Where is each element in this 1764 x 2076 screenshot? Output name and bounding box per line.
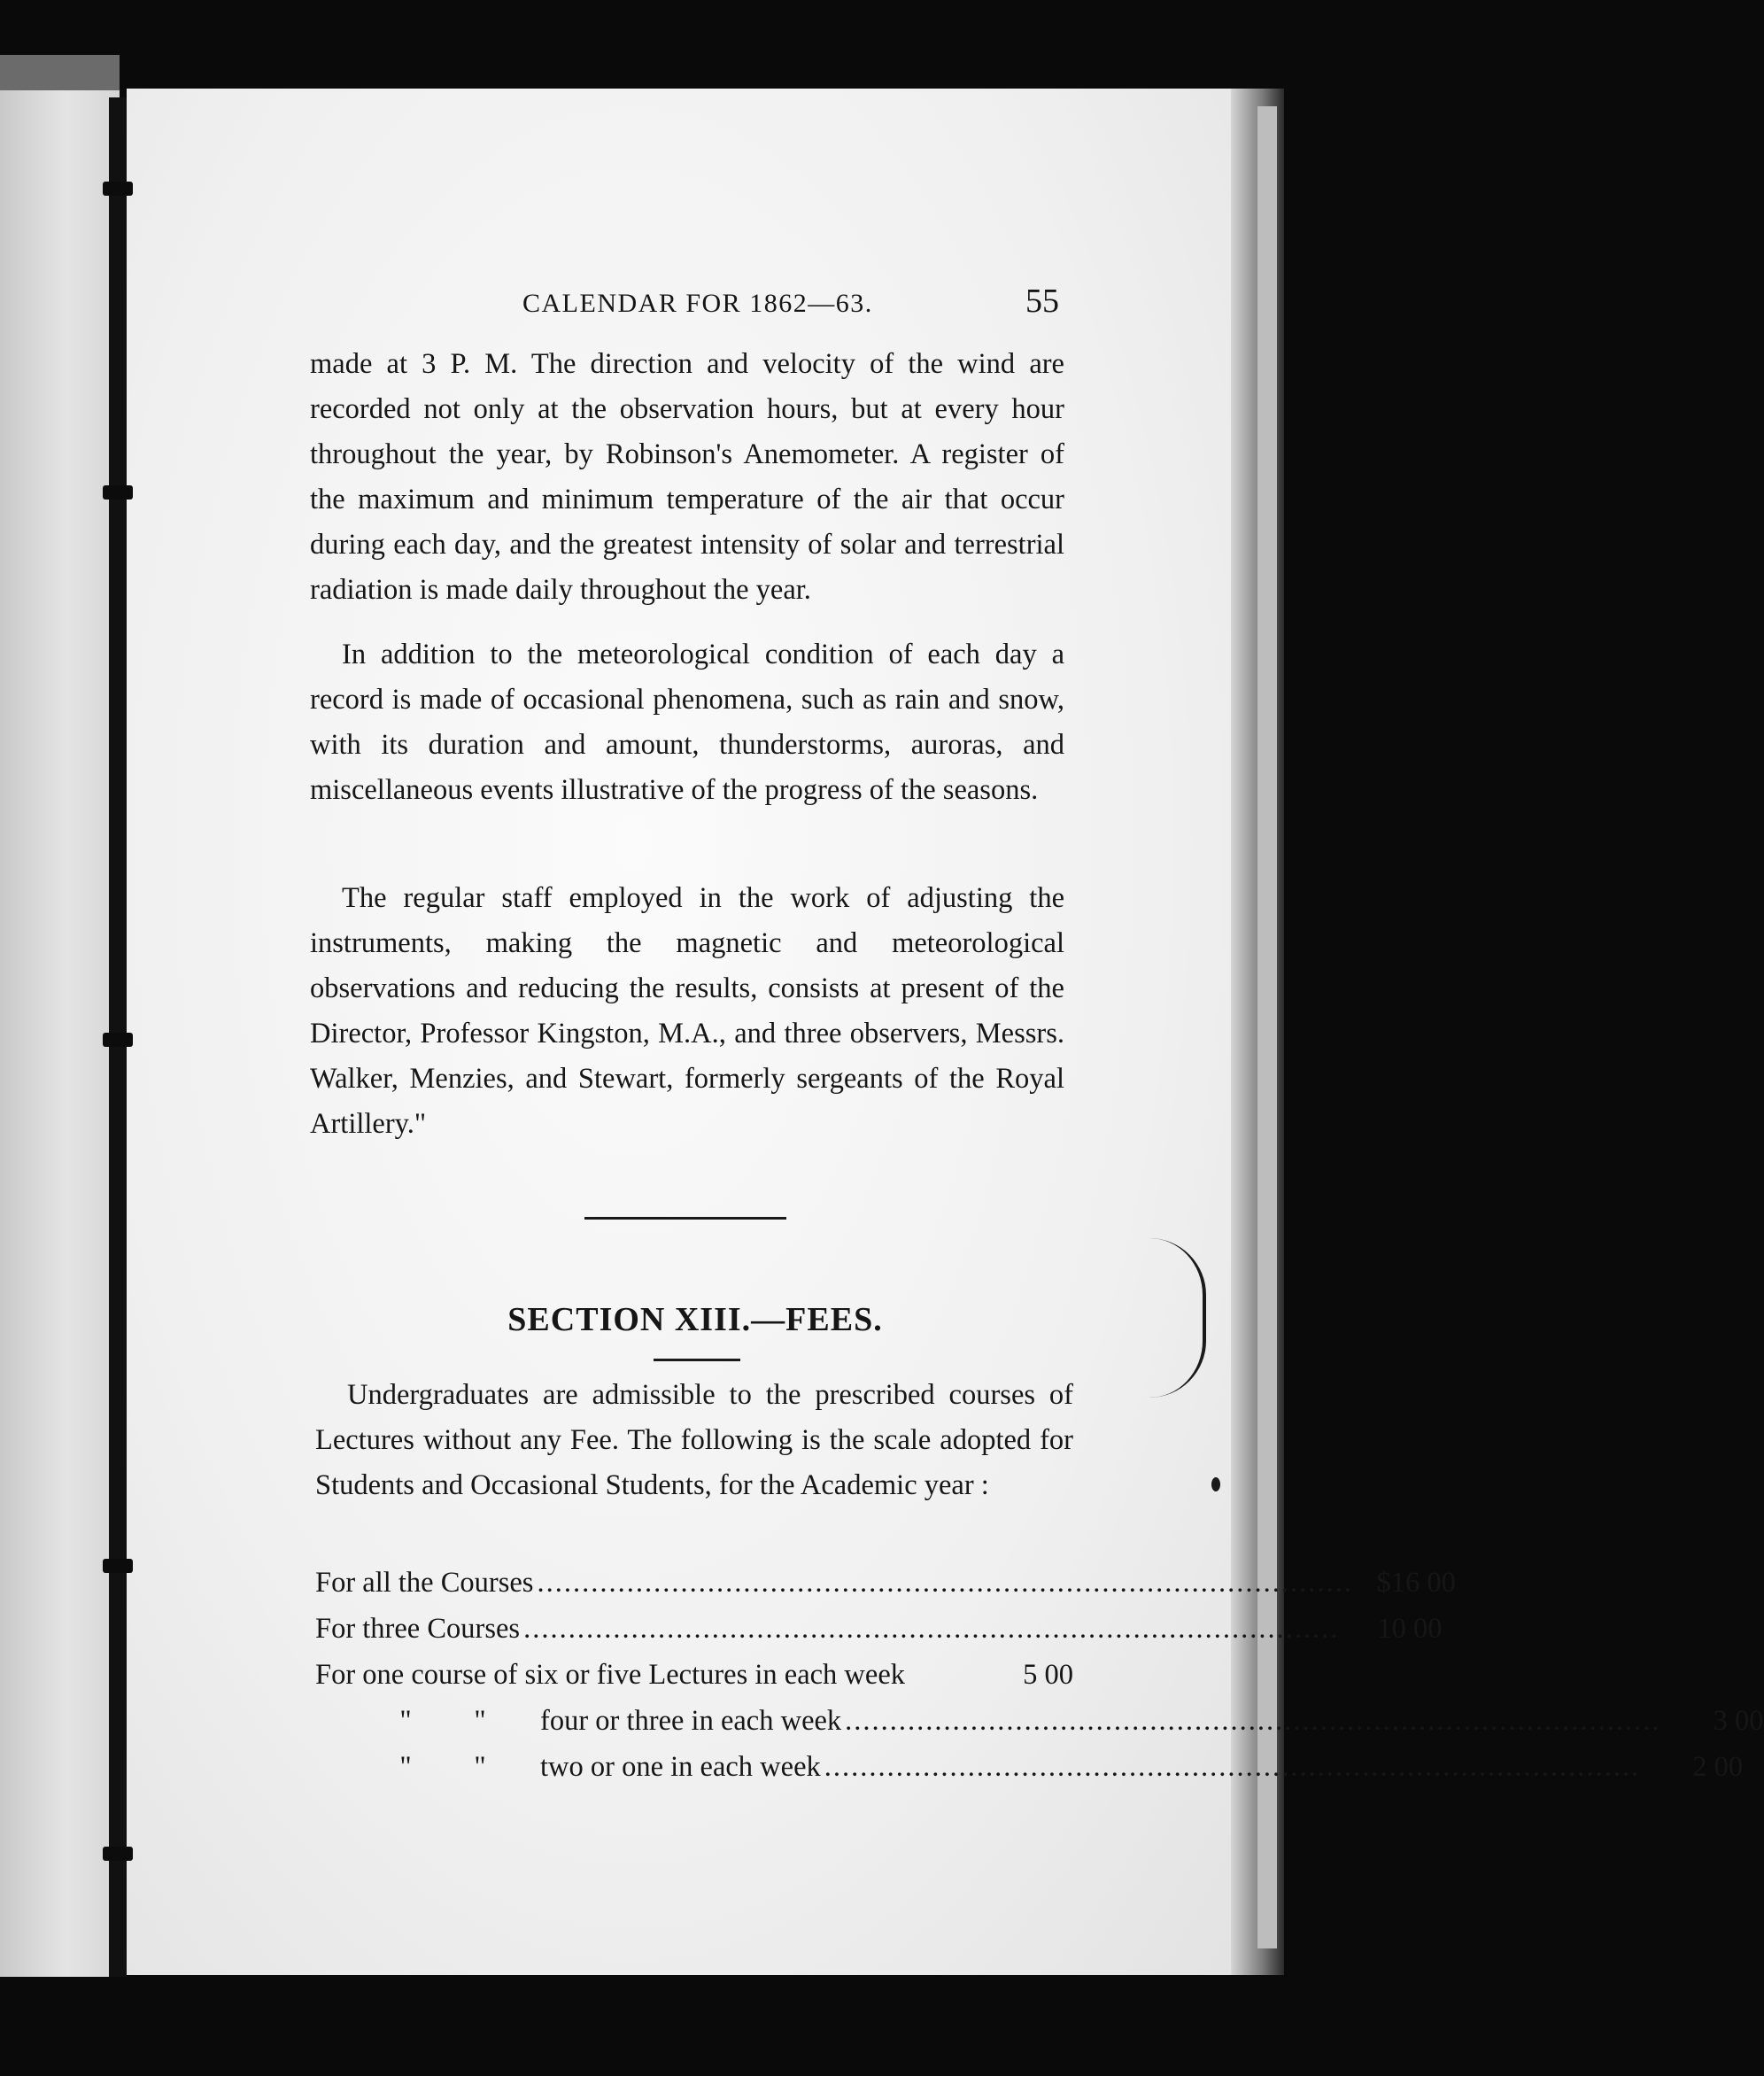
margin-ink-dot bbox=[1211, 1477, 1220, 1491]
fee-row bbox=[315, 1699, 1764, 1745]
fee-amount: 3 00 bbox=[1713, 1705, 1764, 1737]
scan-border bbox=[0, 1977, 1367, 2076]
leader-dots: ........................................................................................... bbox=[845, 1705, 1661, 1737]
paragraph-fees-intro: Undergraduates are admissible to the prescribed courses of Lectures without any Fee. The following is the scale adopted for Students and Occasional Students, for the Academic year : bbox=[315, 1379, 1073, 1501]
facing-page-shadow bbox=[0, 55, 120, 90]
paragraph-phenomena: In addition to the meteorological condition of each day a record is made of occasional phenomena, such as rain and snow, with its duration and amount, thunderstorms, auroras, and miscellaneous events illustrative of the progress of the seasons. bbox=[310, 639, 1064, 806]
fee-amount: 5 00 bbox=[1023, 1659, 1073, 1691]
fee-row bbox=[315, 1745, 1744, 1791]
running-title: CALENDAR FOR 1862—63. bbox=[522, 289, 873, 318]
fee-label: two or one in each week bbox=[540, 1751, 821, 1783]
running-head bbox=[310, 282, 1072, 326]
fee-amount: 10 00 bbox=[1377, 1613, 1443, 1645]
section-divider bbox=[584, 1217, 786, 1220]
paragraph-observations: made at 3 P. M. The direction and velocity of the wind are recorded not only at the observation hours, but at every hour throughout the year, by Robinson's Anemometer. A register of the maximum and minimum temperature of the air that occur during each day, and the greatest intensity of solar and terrestrial radiation is made daily throughout the year. bbox=[310, 348, 1064, 606]
ditto-mark: " bbox=[474, 1705, 486, 1737]
heading-underline bbox=[654, 1359, 740, 1361]
leader-dots: ........................................................................................... bbox=[523, 1613, 1340, 1645]
binding-stitch bbox=[103, 1847, 133, 1861]
ditto-mark: " bbox=[399, 1751, 412, 1783]
leader-dots: ........................................................................................... bbox=[824, 1751, 1641, 1783]
binding-stitch bbox=[103, 182, 133, 196]
page-number: 55 bbox=[1025, 283, 1059, 320]
ditto-mark: " bbox=[399, 1705, 412, 1737]
fee-label: For one course of six or five Lectures in each week bbox=[315, 1659, 905, 1691]
binding-stitch bbox=[103, 1559, 133, 1573]
binding-stitch bbox=[103, 485, 133, 500]
book-edge-strip bbox=[1257, 106, 1277, 1948]
ditto-mark: " bbox=[474, 1751, 486, 1783]
fee-row bbox=[315, 1607, 1443, 1653]
fee-row bbox=[315, 1653, 1073, 1699]
fee-label: For three Courses bbox=[315, 1613, 521, 1645]
fee-label: four or three in each week bbox=[540, 1705, 842, 1737]
facing-page-edge bbox=[0, 55, 120, 1977]
leader-dots: ........................................................................................... bbox=[537, 1567, 1353, 1599]
fee-amount: $16 00 bbox=[1376, 1567, 1456, 1599]
fee-label: For all the Courses bbox=[315, 1567, 534, 1599]
ditto-marks bbox=[315, 1699, 517, 1744]
ditto-marks bbox=[315, 1745, 517, 1790]
fee-amount: 2 00 bbox=[1692, 1751, 1744, 1783]
section-heading: SECTION XIII.—FEES. bbox=[507, 1301, 883, 1338]
paragraph-staff: The regular staff employed in the work of adjusting the instruments, making the magnetic and meteorological observations and reducing the results, consists at present of the Director, Professor Kingston, M.A., and three observers, Messrs. Walker, Menzies, and Stewart, formerly sergeants of the Royal Artillery." bbox=[310, 882, 1064, 1140]
fee-row bbox=[315, 1561, 1456, 1607]
binding-stitch bbox=[103, 1033, 133, 1047]
fee-table bbox=[315, 1561, 1764, 1791]
